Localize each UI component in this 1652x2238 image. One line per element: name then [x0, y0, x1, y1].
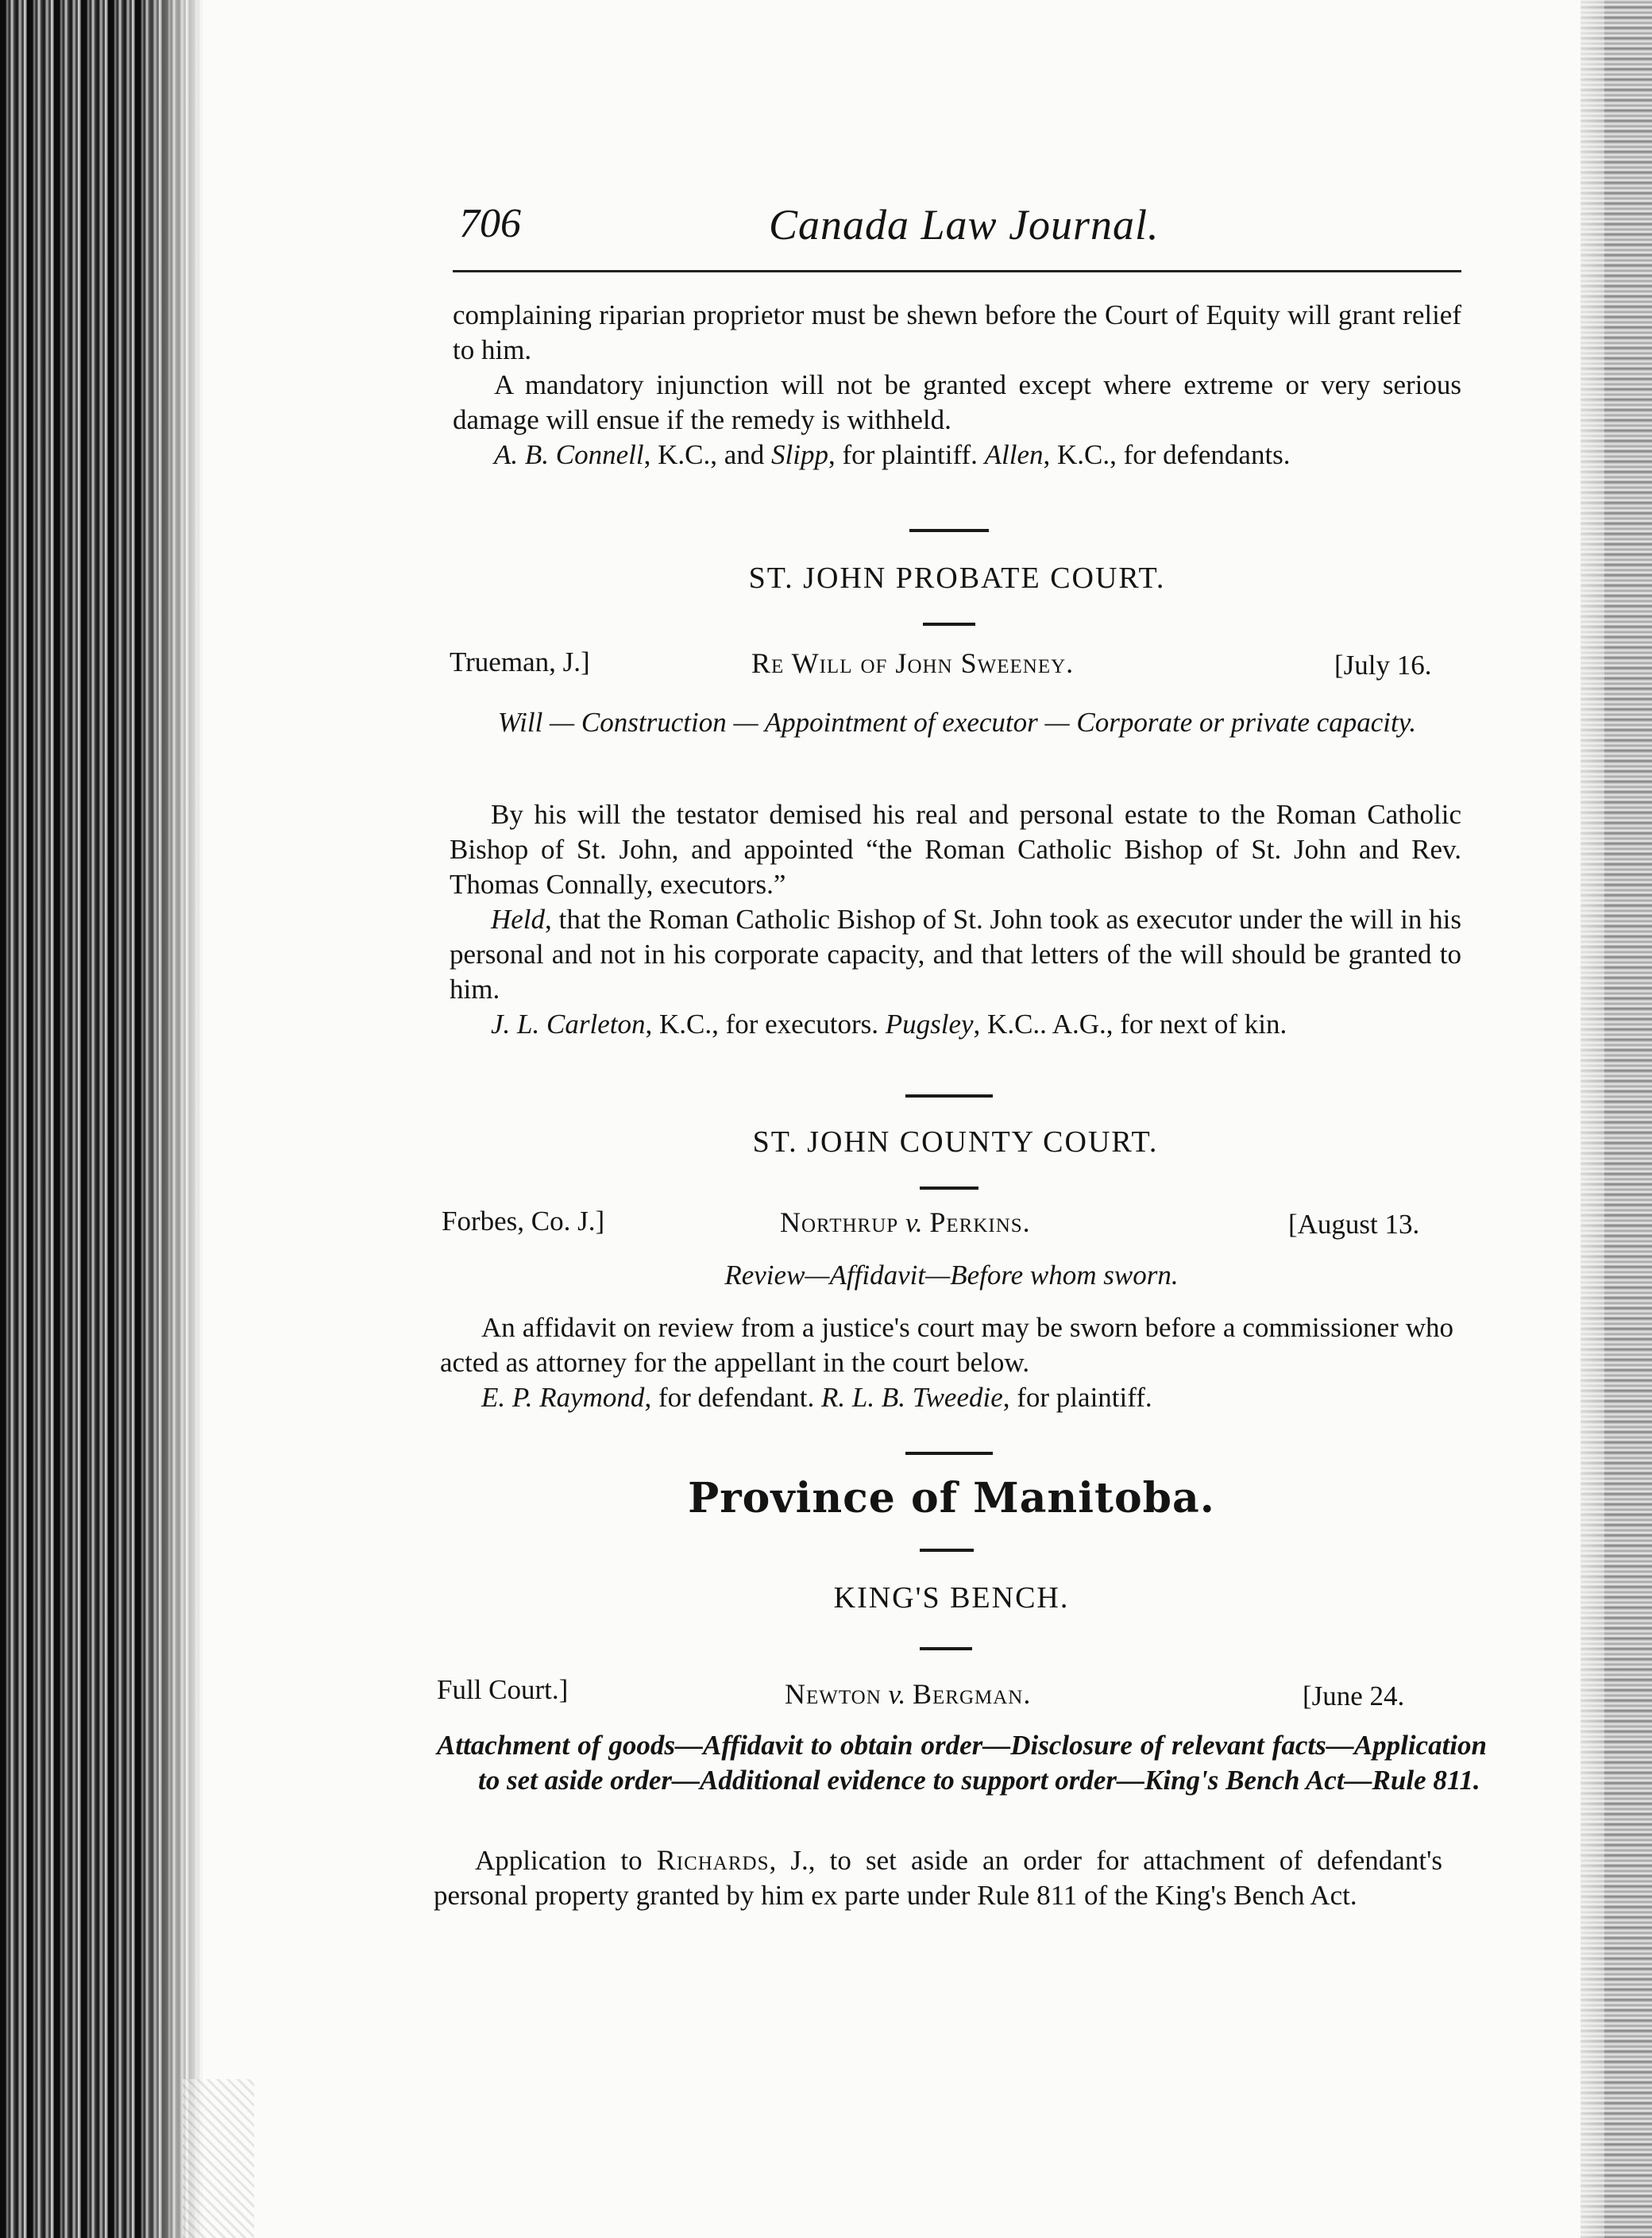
judge-reference: Richards — [656, 1844, 770, 1876]
section-heading-probate: ST. JOHN PROBATE COURT. — [748, 561, 1166, 595]
running-header — [459, 200, 1460, 256]
judge-name: Trueman, J.] — [450, 646, 590, 677]
counsel-line — [453, 438, 1461, 473]
counsel-text: , for plaintiff. — [1002, 1382, 1152, 1413]
versus: v. — [881, 1679, 913, 1710]
headnote: Review—Affidavit—Before whom sworn. — [724, 1260, 1179, 1291]
section-rule — [905, 1452, 993, 1455]
case-name: Re Will of John Sweeney. — [751, 647, 1075, 679]
counsel-line — [440, 1380, 1453, 1415]
judge-name: Forbes, Co. J.] — [442, 1206, 605, 1237]
counsel-name: R. L. B. Tweedie — [820, 1382, 1003, 1413]
paragraph-facts: By his will the testator demised his real and personal estate to the Roman Catholic Bishop of St. John, and appointed “the Roman Catholic Bishop of St. John and Rev. Thomas Connally, executors.” — [450, 799, 1461, 900]
counsel-name: Pugsley — [885, 1009, 974, 1040]
paragraph-application — [434, 1842, 1442, 1913]
section-rule — [905, 1094, 993, 1098]
counsel-name: A. B. Connell — [494, 439, 644, 470]
section-heading-county: ST. JOHN COUNTY COURT. — [752, 1125, 1159, 1159]
paragraph-holding: An affidavit on review from a justice's court may be sworn before a commissioner who acted as attorney for the appellant in the court below. — [440, 1312, 1453, 1378]
paragraph-continuation: complaining riparian proprietor must be shewn before the Court of Equity will grant relief to him. — [453, 299, 1461, 365]
counsel-text: , K.C., for defendants. — [1043, 439, 1291, 470]
case-date: [July 16. — [1334, 650, 1432, 681]
section-heading-kings-bench: KING'S BENCH. — [833, 1581, 1070, 1615]
headnote: Will — Construction — Appointment of executor — Corporate or private capacity. — [497, 707, 1417, 738]
counsel-text: , K.C.. A.G., for next of kin. — [973, 1009, 1287, 1040]
counsel-text: , K.C., and — [643, 439, 771, 470]
party-name: Northrup — [780, 1206, 899, 1238]
counsel-text: , K.C., for executors. — [645, 1009, 886, 1040]
scan-smudge — [183, 2079, 254, 2238]
held-word: Held — [491, 904, 546, 935]
province-title: Province of Manitoba. — [688, 1474, 1215, 1522]
counsel-text: , for defendant. — [644, 1382, 821, 1413]
section-rule — [920, 1647, 972, 1650]
held-text: , that the Roman Catholic Bishop of St. John took as executor under the will in his personal and not in his corporate capacity, and that letters of the will should be granted to him. — [450, 904, 1461, 1005]
page-edge-fade — [1557, 0, 1604, 2238]
journal-title: Canada Law Journal. — [769, 201, 1160, 249]
counsel-name: Allen — [984, 439, 1044, 470]
counsel-name: J. L. Carleton — [491, 1009, 646, 1040]
section-rule — [923, 623, 975, 626]
case-name — [785, 1677, 1031, 1711]
application-text: , J., to set aside an order for attachment of defendant's personal property granted by him ex parte under Rule 811 of the King's Bench Act. — [434, 1845, 1442, 1911]
counsel-line — [450, 1007, 1461, 1042]
case-date: [June 24. — [1303, 1680, 1405, 1711]
counsel-name: E. P. Raymond — [481, 1382, 645, 1413]
judge-name: Full Court.] — [437, 1674, 569, 1705]
party-name: Newton — [785, 1678, 882, 1710]
section-rule — [909, 529, 989, 532]
case-date: [August 13. — [1288, 1209, 1420, 1240]
section-rule — [920, 1187, 978, 1190]
paragraph-held — [450, 902, 1461, 1007]
headnote: Attachment of goods—Affidavit to obtain order—Disclosure of relevant facts—Application to set aside order—Additional evidence to support order—King's Bench Act—Rule 811. — [437, 1730, 1487, 1796]
counsel-name: Slipp — [771, 439, 828, 470]
page-number: 706 — [459, 201, 521, 246]
paragraph-injunction: A mandatory injunction will not be granted except where extreme or very serious damage will ensue if the remedy is withheld. — [453, 369, 1461, 435]
party-name: Bergman. — [912, 1678, 1032, 1710]
counsel-text: , for plaintiff. — [828, 439, 985, 470]
section-rule — [920, 1549, 974, 1552]
case-name — [780, 1206, 1031, 1239]
party-name: Perkins. — [929, 1206, 1031, 1238]
header-rule — [453, 270, 1461, 272]
spine-fade — [143, 0, 222, 2238]
versus: v. — [898, 1207, 930, 1238]
application-lead: Application to — [475, 1845, 657, 1876]
